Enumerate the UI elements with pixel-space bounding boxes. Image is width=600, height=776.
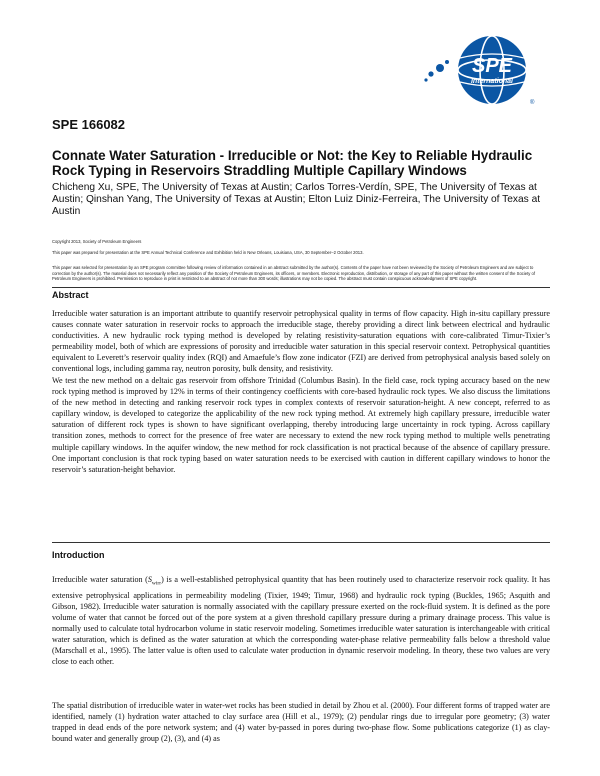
spe-international-logo: [420, 30, 550, 110]
divider: [52, 542, 550, 543]
introduction-paragraph-2: The spatial distribution of irreducible water in water-wet rocks has been studied in detail by Zhou et al. (2000). Four different forms of trapped water are identified, namely (1) hydration water attached to clay surface area (Hill et al., 1979); (2) pendular rings due to irregular pore geometry; (3) water trapped in dead ends of the pore network system; and (4) water by-passed in pores during two-phase flow. Some publications categorize (1) as clay-bound water and generally group (2), (3), and (4) as: [52, 701, 550, 744]
abstract-paragraph-1: Irreducible water saturation is an important attribute to quantify reservoir petrophysical quality in terms of flow capacity. High in-situ capillary pressure causes connate water saturation in reservoir rocks to approach the irreducible stage, thereby providing a direct link between electrical and hydraulic conductivities. A new hydraulic rock typing method is developed by relating resistivity-saturation equations with core-calibrated Timur-Tixier’s permeability model, both of which are expressions of porosity and irreducible water saturation in this special reservoir context. Petrophysical quantities equivalent to Leverett’s reservoir quality index (RQI) and Amaefule’s flow zone indicator (FZI) are derived from petrophysical analysis based solely on conventional logs, including gamma ray, neutron porosity, bulk density, and resistivity.: [52, 309, 550, 374]
paper-title: Connate Water Saturation - Irreducible or Not: the Key to Reliable Hydraulic Rock Typing in Reservoirs Straddling Multiple Capillary Windows: [52, 148, 533, 178]
logo-dot: [436, 64, 444, 72]
intro-text: ) is a well-established petrophysical quantity that has been routinely used to characterize reservoir rock quality. It has extensive petrophysical applications in permeability modeling (Tixier, 1949; Timur, 1968) and hydraulic rock typing (Buckles, 1965; Asquith and Gibson, 1982). Irreducible water saturation is normally associated with the capillary pressure exerted on the rock-fluid system. It is defined as the pore volume of water that cannot be forced out of the pore system at a given threshold capillary pressure during a primary drainage process. This value is normally used to calculate total hydrocarbon volume in static reservoir modeling. Sometimes irreducible water saturation is interchangeable with critical water saturation, which is defined as the water saturation at which the corresponding water-phase relative permeability falls below a threshold value (Marschall et al., 1995). The latter value is often used to calculate water production in dynamic reservoir modeling. In theory, these two values are very close to each other.: [52, 575, 550, 667]
abstract-paragraph-2: We test the new method on a deltaic gas reservoir from offshore Trinidad (Columbus Basin). In the field case, rock typing accuracy based on the new rock typing method is improved by 12% in terms of their contingency coefficients with core-based hydraulic rock types. We also discuss the limitations of the new method in detecting and ranking reservoir rock types in complex contexts of reservoir saturation-height. A new concept, referred to as capillary window, is developed to categorize the applicability of the new rock typing method. At extremely high capillary pressure, irreducible water saturation of different rock types is shown to have significant overlapping, thereby introducing large uncertainty in rock typing. Across capillary transition zones, methods to correct for the presence of free water are necessary to extend the new rock typing method to multiple wells penetrating multiple capillary windows. In the aquifer window, the new method for rock classification is not practical because of the absence of capillary pressure. One important conclusion is that rock typing based on water saturation needs to be exercised with caution in different capillary windows to honor the reservoir’s saturation-height behavior.: [52, 376, 550, 474]
logo-dot: [424, 78, 427, 81]
divider: [52, 287, 550, 288]
logo-dot: [428, 71, 433, 76]
selection-notice: This paper was selected for presentation by an SPE program committee following review of information contained in an abstract submitted by the author(s). Contents of the paper have not been reviewed by the Society of Petroleum Engineers and are subject to correction by the author(s). The material does not necessarily reflect any position of the Society of Petroleum Engineers, its officers, or members. Electronic reproduction, distribution, or storage of any part of this paper without the written consent of the Society of Petroleum Engineers is prohibited. Permission to reproduce in print is restricted to an abstract of not more than 300 words; illustrations may not be copied. The abstract must contain conspicuous acknowledgment of SPE copyright.: [52, 265, 536, 282]
abstract-heading: Abstract: [52, 290, 89, 300]
introduction-paragraph-1: [52, 574, 550, 667]
intro-text: Irreducible water saturation (: [52, 575, 148, 584]
introduction-heading: Introduction: [52, 550, 105, 560]
symbol-s: S: [147, 575, 152, 584]
logo-dot: [445, 60, 449, 64]
logo-subtext: International: [470, 78, 514, 85]
authors: Chicheng Xu, SPE, The University of Texas at Austin; Carlos Torres-Verdín, SPE, The University of Texas at Austin; Qinshan Yang, The University of Texas at Austin; Elton Luiz Diniz-Ferreira, The University of Texas at Austin: [52, 182, 541, 218]
registered-mark: ®: [530, 100, 535, 106]
paper-id: SPE 166082: [52, 117, 126, 132]
logo-text: SPE: [471, 55, 513, 77]
copyright-notice: Copyright 2013, Society of Petroleum Engineers: [52, 239, 142, 244]
symbol-subscript: wirr: [151, 580, 162, 587]
presentation-notice: This paper was prepared for presentation at the SPE Annual Technical Conference and Exhibition held in New Orleans, Louisiana, USA, 30 September–2 October 2013.: [52, 250, 364, 255]
